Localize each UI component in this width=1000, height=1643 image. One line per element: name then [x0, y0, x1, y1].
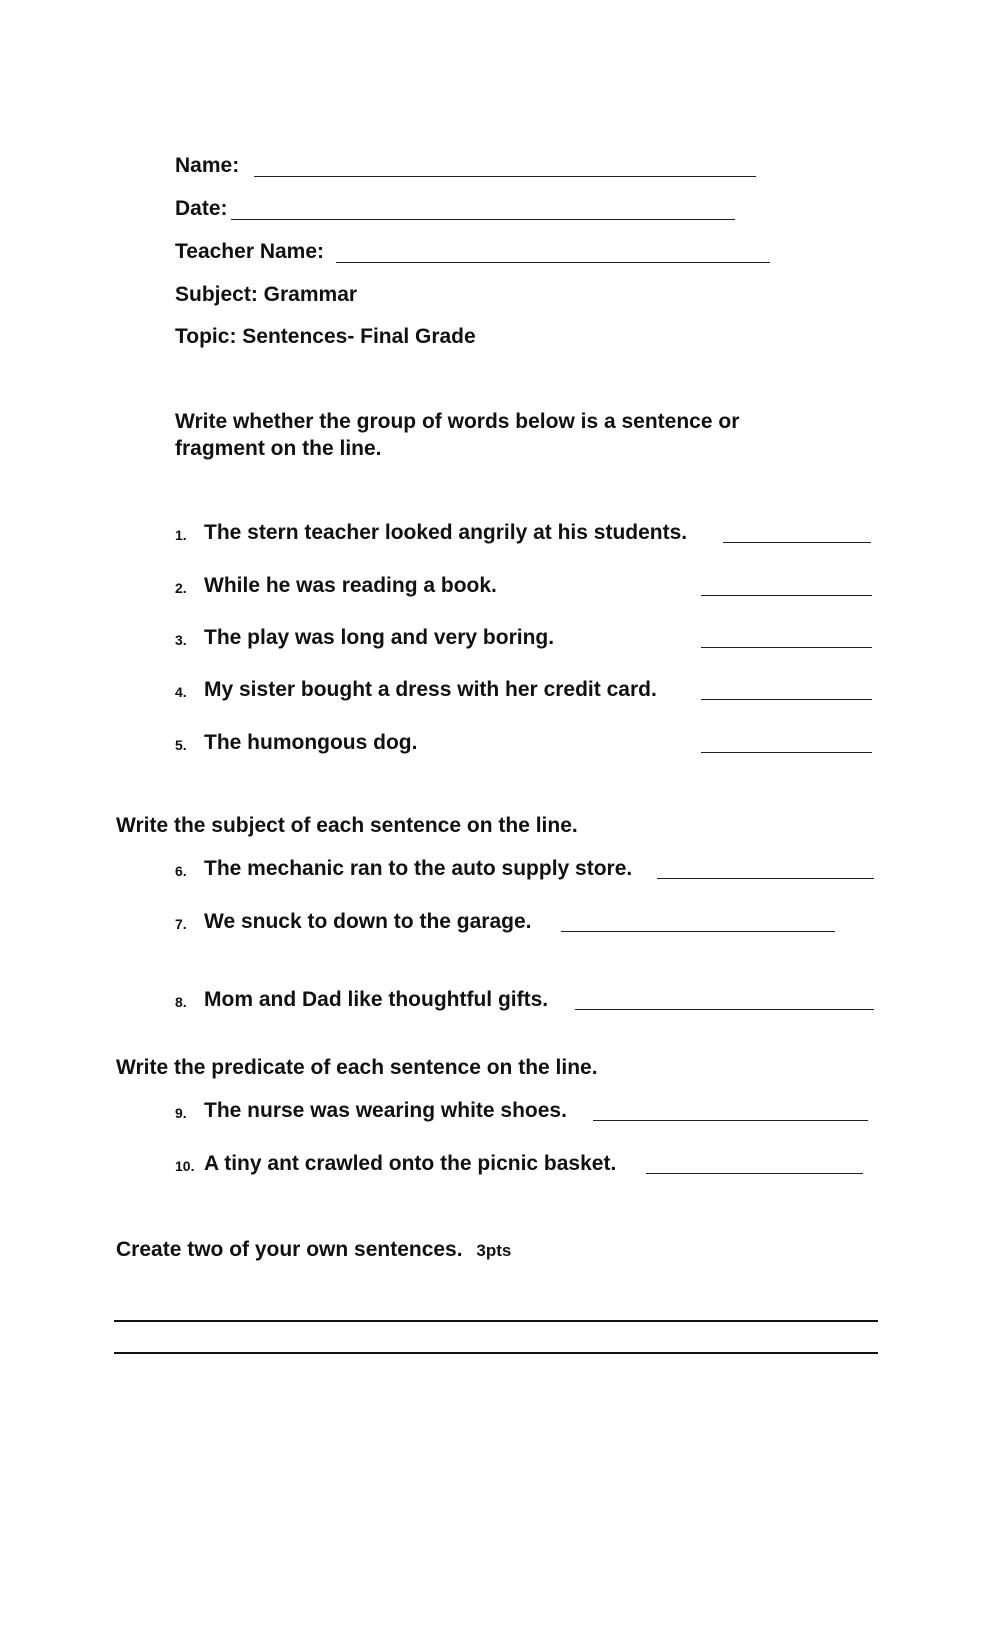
- item-number: 3.: [175, 632, 187, 648]
- name-line[interactable]: [254, 176, 756, 177]
- item-number: 1.: [175, 527, 187, 543]
- answer-line[interactable]: [575, 1009, 874, 1010]
- item-text: The nurse was wearing white shoes.: [204, 1099, 567, 1122]
- answer-line[interactable]: [701, 595, 872, 596]
- item-number: 6.: [175, 863, 187, 879]
- item-text: We snuck to down to the garage.: [204, 910, 532, 933]
- section3-instruction: Write the predicate of each sentence on the line.: [116, 1056, 598, 1079]
- item-number: 8.: [175, 994, 187, 1010]
- name-label: Name:: [175, 154, 240, 177]
- date-label: Date:: [175, 197, 228, 220]
- answer-line[interactable]: [561, 931, 835, 932]
- item-number: 10.: [175, 1158, 195, 1174]
- answer-line[interactable]: [657, 878, 874, 879]
- points-label: 3pts: [476, 1241, 512, 1260]
- item-number: 7.: [175, 916, 187, 932]
- item-number: 9.: [175, 1105, 187, 1121]
- item-text: The stern teacher looked angrily at his students.: [204, 521, 688, 544]
- topic-line: Topic: Sentences- Final Grade: [175, 325, 476, 348]
- section4-instruction: [116, 1237, 511, 1264]
- item-text: The play was long and very boring.: [204, 626, 555, 649]
- answer-line[interactable]: [723, 542, 871, 543]
- teacher-name-label: Teacher Name:: [175, 240, 325, 263]
- sentence-line-1[interactable]: [114, 1320, 878, 1322]
- item-text: A tiny ant crawled onto the picnic basket.: [204, 1152, 617, 1175]
- item-number: 4.: [175, 684, 187, 700]
- answer-line[interactable]: [701, 752, 872, 753]
- answer-line[interactable]: [701, 647, 872, 648]
- item-number: 2.: [175, 580, 187, 596]
- subject-line: Subject: Grammar: [175, 283, 358, 306]
- answer-line[interactable]: [646, 1173, 863, 1174]
- item-text: Mom and Dad like thoughtful gifts.: [204, 988, 549, 1011]
- teacher-name-line[interactable]: [336, 262, 770, 263]
- item-text: The humongous dog.: [204, 731, 418, 754]
- sentence-line-2[interactable]: [114, 1352, 878, 1354]
- answer-line[interactable]: [593, 1120, 868, 1121]
- section1-instruction: Write whether the group of words below is a sentence or fragment on the line.: [175, 410, 740, 460]
- section4-instruction-text: Create two of your own sentences.: [116, 1238, 463, 1261]
- item-text: My sister bought a dress with her credit card.: [204, 678, 657, 701]
- item-text: The mechanic ran to the auto supply store.: [204, 857, 633, 880]
- answer-line[interactable]: [701, 699, 872, 700]
- item-number: 5.: [175, 737, 187, 753]
- date-line[interactable]: [231, 219, 735, 220]
- section2-instruction: Write the subject of each sentence on the line.: [116, 814, 578, 837]
- item-text: While he was reading a book.: [204, 574, 497, 597]
